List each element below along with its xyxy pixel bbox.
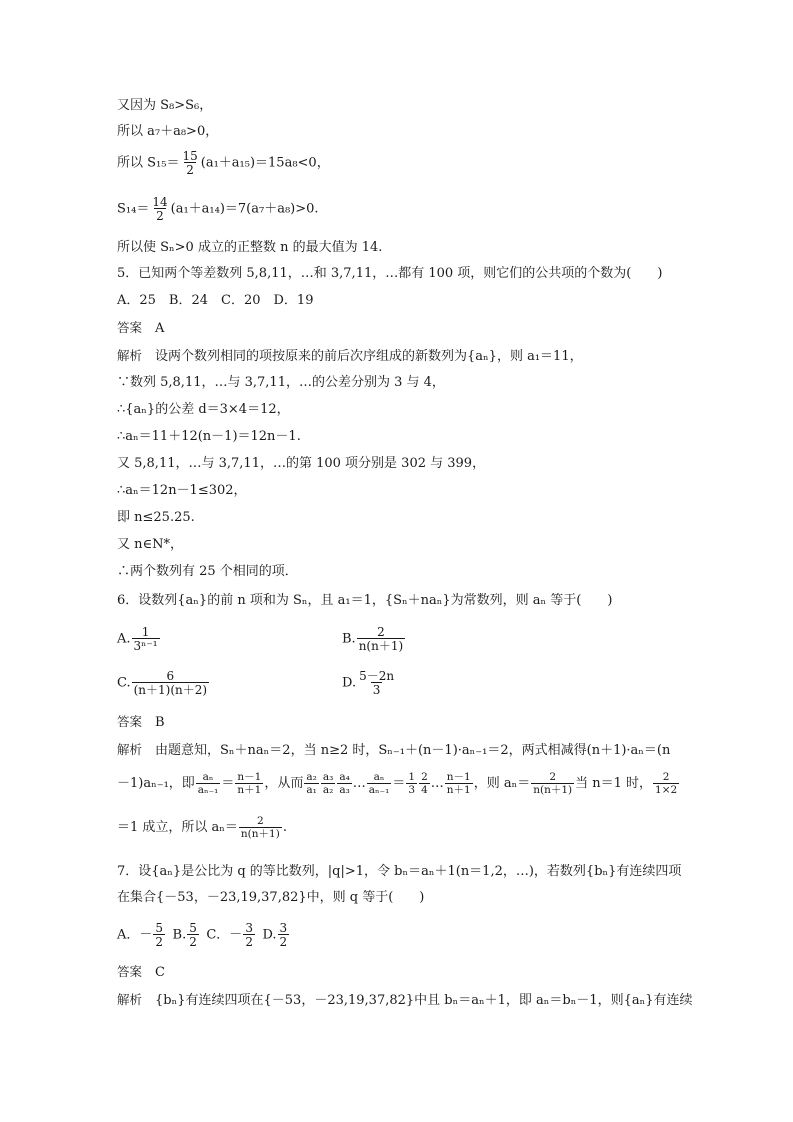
option-b	[342, 626, 406, 652]
denominator: n＋1	[446, 783, 471, 796]
denominator: n(n＋1)	[533, 783, 573, 796]
denominator: a₃	[339, 783, 350, 796]
text-line: 又 5,8,11，…与 3,7,11，…的第 100 项分别是 302 与 399，	[117, 456, 486, 471]
text-segment: ，从而	[264, 776, 304, 791]
fraction	[357, 626, 405, 652]
fraction	[132, 670, 209, 696]
explanation-line	[117, 990, 693, 1011]
answer-value: C	[155, 965, 165, 980]
fraction	[337, 772, 351, 795]
text-line: 又 n∈N*，	[117, 537, 184, 552]
fraction	[132, 626, 160, 652]
text-segment: 所以 S₁₅＝	[117, 155, 180, 171]
numerator: 2	[257, 815, 264, 827]
text-segment: (a₁＋a₁₄)＝7(a₇＋a₈)>0.	[170, 201, 319, 217]
option-letter: A.	[117, 631, 131, 647]
denominator: 2	[245, 935, 253, 949]
numerator: 5	[155, 921, 164, 935]
text-segment: …	[430, 776, 444, 791]
option-d	[342, 670, 397, 696]
text-segment: ＝1 成立，所以 aₙ＝	[117, 820, 238, 835]
numerator: 1	[408, 771, 416, 783]
question-7-options	[117, 922, 290, 948]
question-7: 7．设{aₙ}是公比为 q 的等比数列，|q|>1，令 bₙ＝aₙ＋1(n＝1,2，…)，若数列{bₙ}有连续四项	[117, 864, 682, 879]
question-6: 6．设数列{aₙ}的前 n 项和为 Sₙ，且 a₁＝1，{Sₙ＋naₙ}为常数列，则 aₙ 等于( )	[117, 593, 613, 608]
text-segment: S₁₄＝	[117, 201, 150, 217]
fraction	[406, 772, 417, 795]
option-c	[117, 670, 210, 696]
denominator: (n＋1)(n＋2)	[133, 683, 208, 697]
answer-label: 答案	[117, 320, 143, 335]
denominator: 3	[408, 783, 416, 796]
option-letter: D.	[342, 675, 357, 691]
fraction	[153, 922, 165, 948]
denominator: a₁	[306, 783, 317, 796]
text-segment: ＝	[221, 776, 235, 791]
formula-line	[117, 150, 330, 176]
fraction	[196, 772, 221, 795]
text-segment: (a₁＋a₁₅)＝15a₈<0，	[200, 155, 330, 171]
answer-value: A	[155, 321, 165, 336]
numerator: 5	[189, 921, 197, 935]
denominator: 3ⁿ⁻¹	[133, 639, 158, 653]
denominator: a₂	[322, 783, 334, 796]
denominator: 2	[189, 935, 197, 949]
answer-line	[117, 318, 164, 339]
text-segment: 由题意知，Sₙ＋naₙ＝2，当 n≥2 时，Sₙ₋₁＋(n－1)·aₙ₋₁＝2，两式相减得(n＋1)·aₙ＝(n	[155, 743, 671, 758]
denominator: 2	[155, 935, 164, 949]
denominator: aₙ₋₁	[368, 783, 390, 796]
denominator: n(n＋1)	[358, 639, 404, 653]
denominator: 2	[279, 935, 288, 949]
text-segment: －1)aₙ₋₁，即	[117, 776, 195, 791]
fraction	[321, 772, 335, 795]
numerator: a₄	[339, 771, 350, 783]
explanation-line	[117, 346, 583, 367]
text-line: ∵数列 5,8,11，…与 3,7,11，…的公差分别为 3 与 4，	[117, 375, 445, 390]
denominator: 4	[421, 783, 428, 796]
text-line: 又因为 S₈>S₆，	[117, 98, 213, 113]
text-line: ∴aₙ＝11＋12(n－1)＝12n－1.	[117, 429, 301, 444]
text-segment: …	[352, 776, 366, 791]
denominator: aₙ₋₁	[197, 783, 219, 796]
explanation-label: 解析	[117, 992, 143, 1007]
fraction	[357, 670, 396, 696]
fraction	[445, 772, 473, 795]
fraction	[150, 196, 169, 222]
numerator: 15	[182, 149, 198, 163]
fraction	[367, 772, 392, 795]
numerator: n－1	[446, 771, 471, 783]
numerator: 1	[141, 625, 150, 639]
text-segment: ，则 aₙ＝	[473, 776, 531, 791]
fraction	[278, 922, 290, 948]
formula-line	[117, 196, 319, 222]
fraction	[243, 922, 255, 948]
option-letter: B.	[172, 927, 187, 943]
numerator: 6	[166, 669, 175, 683]
fraction	[180, 150, 199, 176]
denominator: 2	[186, 163, 194, 177]
answer-label: 答案	[117, 714, 143, 729]
fraction	[653, 772, 679, 795]
numerator: n－1	[237, 771, 262, 783]
fraction	[235, 772, 263, 795]
numerator: 2	[549, 771, 557, 783]
explanation-label: 解析	[117, 348, 143, 363]
option-letter: D.	[262, 927, 277, 943]
numerator: a₂	[306, 771, 317, 783]
text-segment: 设两个数列相同的项按原来的前后次序组成的新数列为{aₙ}，则 a₁＝11，	[155, 349, 583, 364]
text-segment: {bₙ}有连续四项在{－53，－23,19,37,82}中且 bₙ＝aₙ＋1，即 aₙ＝bₙ－1，则{aₙ}有连续	[155, 993, 693, 1008]
explanation-label: 解析	[117, 742, 143, 757]
text-segment: 当 n＝1 时，	[575, 776, 653, 791]
denominator: 1×2	[655, 783, 678, 796]
text-line: ∴两个数列有 25 个相同的项．	[117, 564, 298, 579]
numerator: aₙ	[202, 771, 214, 783]
fraction	[304, 772, 318, 795]
formula-line	[117, 772, 680, 795]
question-7-cont: 在集合{－53，－23,19,37,82}中，则 q 等于( )	[117, 890, 425, 905]
fraction	[187, 922, 199, 948]
option-letter: C．－	[206, 927, 243, 943]
numerator: aₙ	[373, 771, 385, 783]
answer-label: 答案	[117, 964, 143, 979]
numerator: 2	[377, 625, 385, 639]
formula-line	[117, 816, 287, 839]
numerator: 14	[152, 195, 168, 209]
text-line: 所以 a₇＋a₈>0，	[117, 124, 219, 139]
denominator: 3	[372, 683, 381, 697]
denominator: n(n＋1)	[240, 827, 280, 840]
option-letter: C.	[117, 675, 131, 691]
numerator: 5－2n	[359, 669, 395, 683]
text-line: ∴aₙ＝12n－1≤302，	[117, 483, 247, 498]
numerator: 2	[421, 771, 428, 783]
text-line: 即 n≤25.25.	[117, 510, 195, 525]
text-line: ∴{aₙ}的公差 d＝3×4＝12，	[117, 402, 290, 417]
fraction	[419, 772, 430, 795]
option-a	[117, 626, 161, 652]
text-segment: ＝	[392, 776, 406, 791]
question-5: 5．已知两个等差数列 5,8,11，…和 3,7,11，…都有 100 项，则它们的公共项的个数为( )	[117, 266, 663, 281]
question-5-options: A．25 B．24 C．20 D．19	[117, 293, 314, 308]
answer-line	[117, 712, 165, 733]
denominator: 2	[156, 209, 164, 223]
option-letter: B.	[342, 631, 356, 647]
numerator: 3	[279, 921, 288, 935]
explanation-line	[117, 740, 670, 761]
denominator: n＋1	[237, 783, 262, 796]
answer-line	[117, 962, 165, 983]
numerator: 3	[245, 921, 253, 935]
option-letter: A．－	[117, 927, 153, 943]
numerator: a₃	[322, 771, 334, 783]
fraction	[239, 816, 282, 839]
answer-value: B	[155, 715, 165, 730]
text-segment: .	[282, 820, 287, 835]
numerator: 2	[662, 771, 670, 783]
text-line: 所以使 Sₙ>0 成立的正整数 n 的最大值为 14.	[117, 240, 383, 255]
fraction	[531, 772, 574, 795]
